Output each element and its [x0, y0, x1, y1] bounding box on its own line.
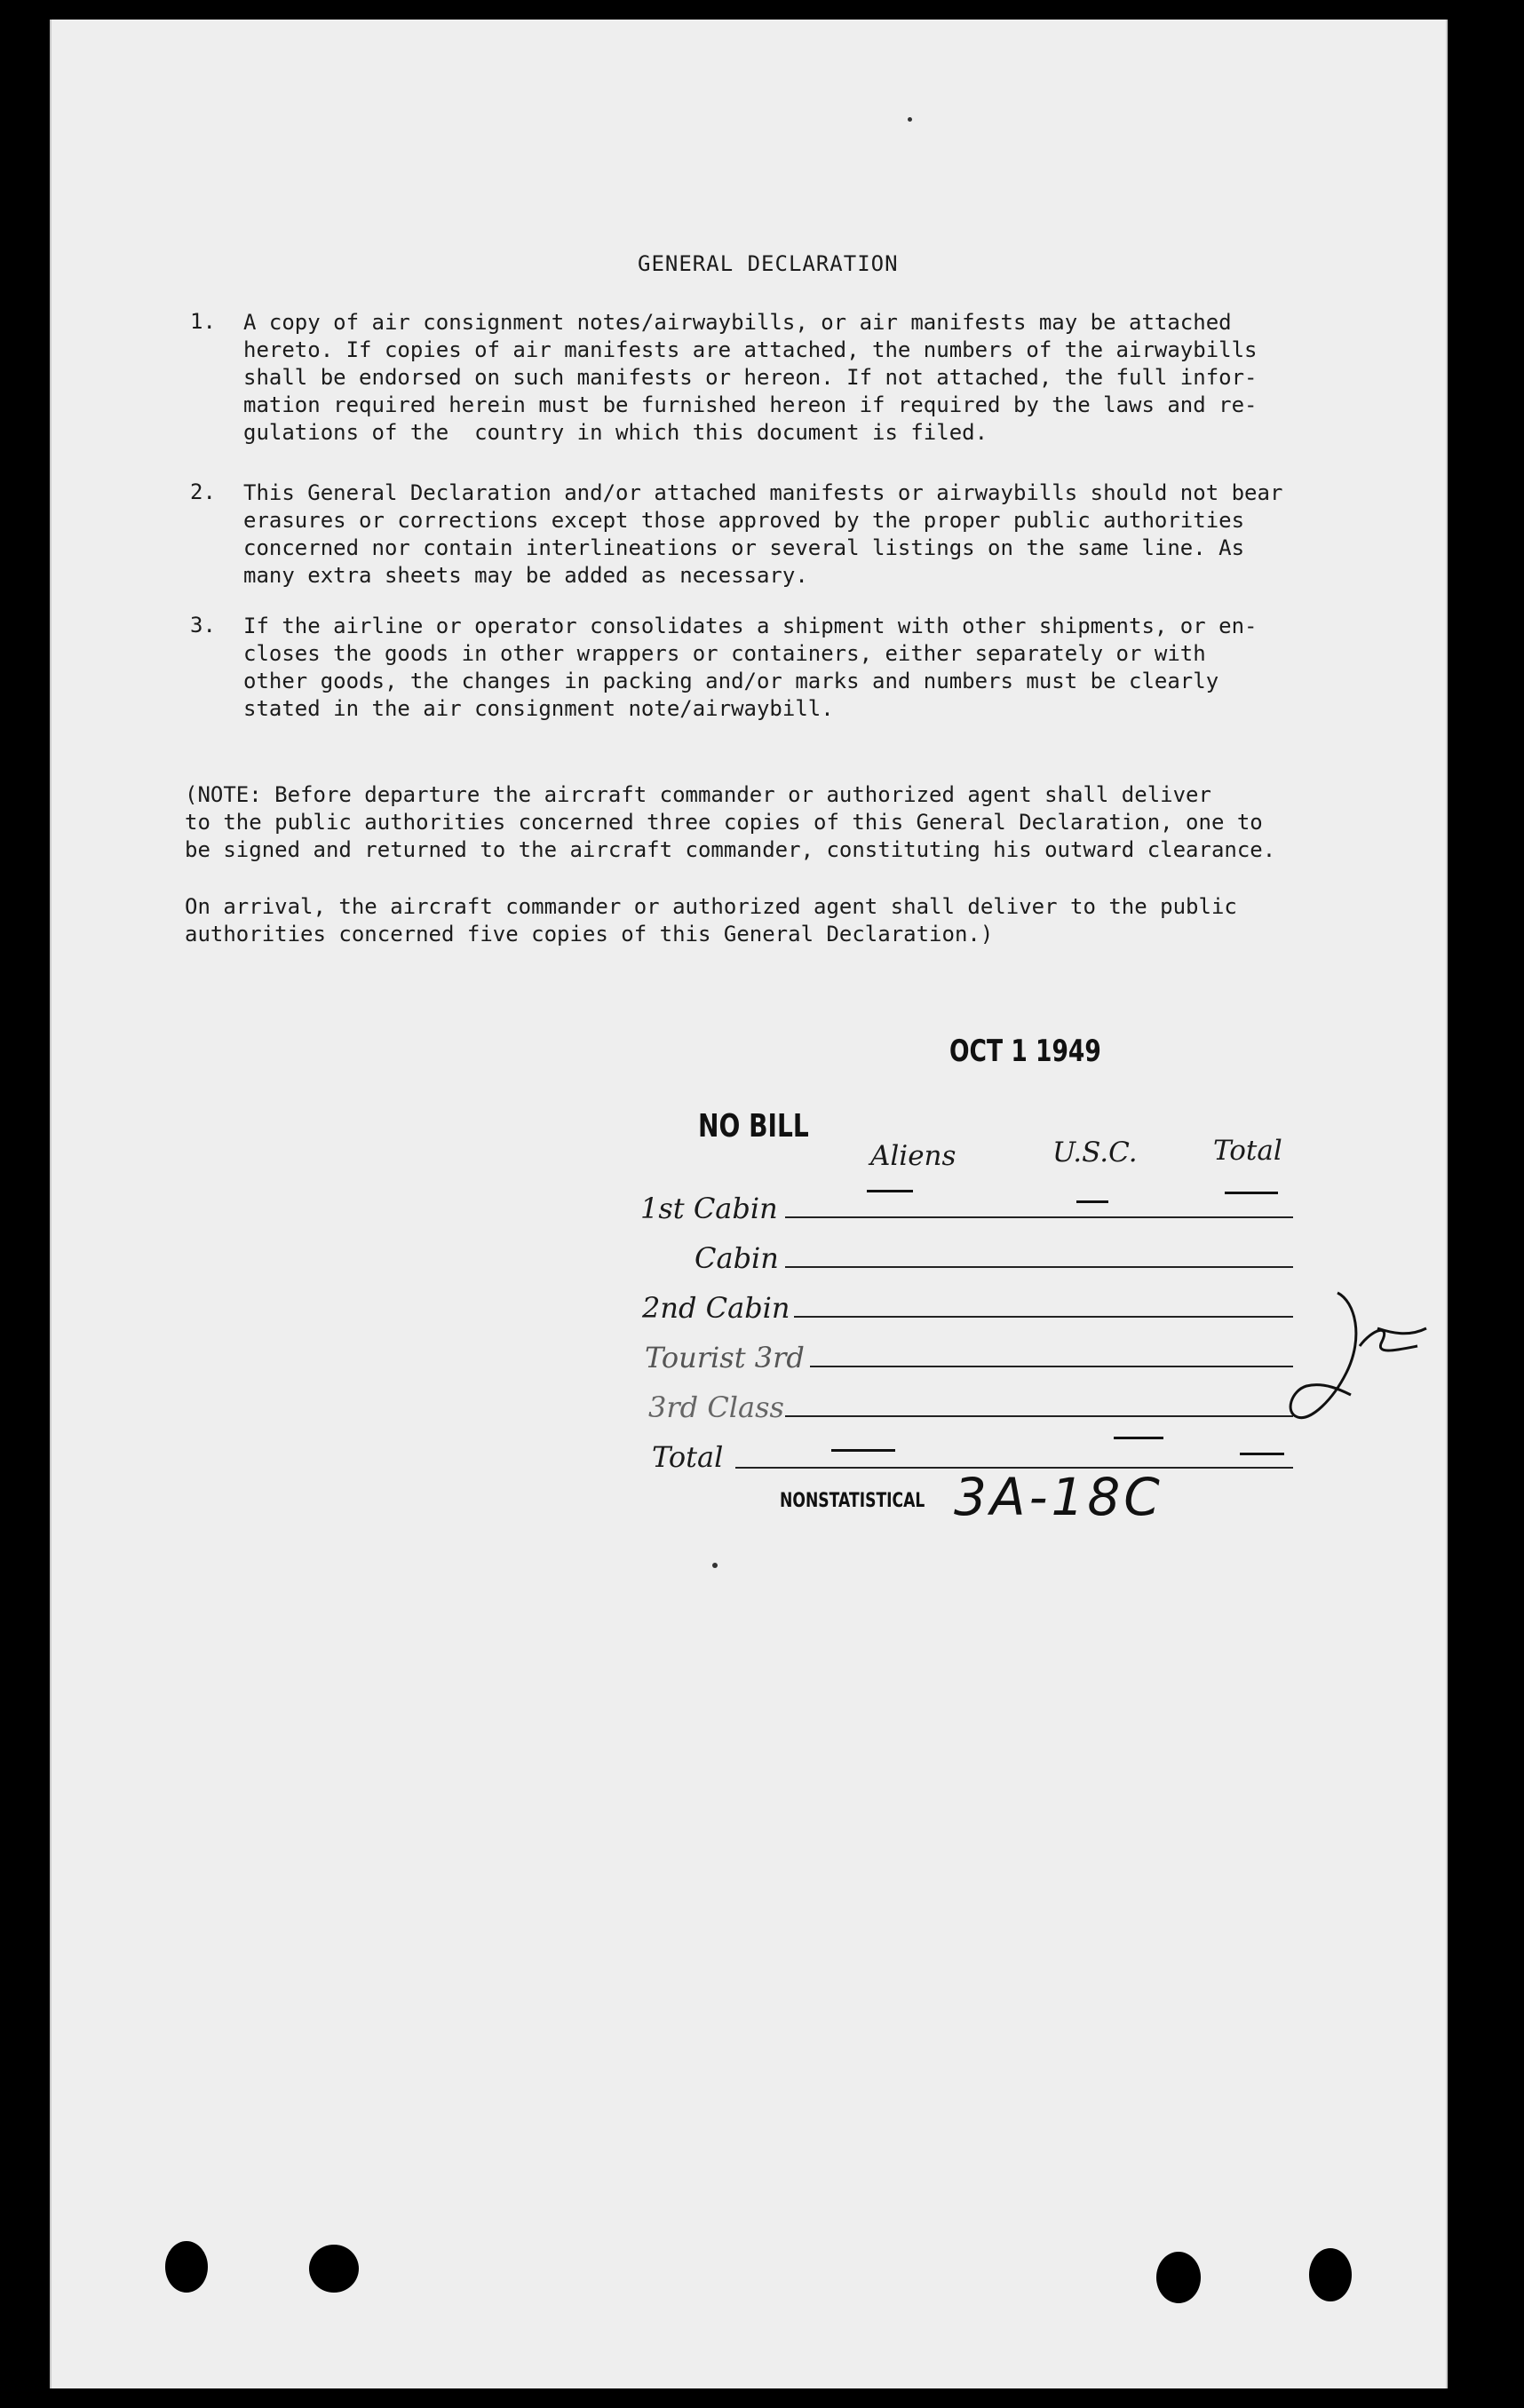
speck: [712, 1563, 718, 1568]
total-dash: [831, 1449, 895, 1452]
item-paragraph-1: [243, 309, 1402, 447]
row-label-cabin: Cabin: [695, 1241, 779, 1275]
item-1-line: shall be endorsed on such manifests or hereon. If not attached, the full infor-: [243, 365, 1258, 390]
item-1-line: mation required herein must be furnished hereon if required by the laws and re-: [243, 392, 1258, 417]
total-dash: [1114, 1437, 1163, 1439]
punch-hole: [309, 2245, 359, 2293]
arrival-line: On arrival, the aircraft commander or authorized agent shall deliver to the public: [185, 894, 1237, 919]
column-header-usc: U.S.C.: [1052, 1137, 1138, 1168]
item-1-line: A copy of air consignment notes/airwaybills, or air manifests may be attached: [243, 310, 1232, 335]
row-label-total: Total: [652, 1440, 724, 1474]
item-number-2: 2.: [190, 479, 216, 504]
arrival-line: authorities concerned five copies of this General Declaration.): [185, 922, 994, 947]
item-3-line: If the airline or operator consolidates a shipment with other shipments, or en-: [243, 614, 1258, 638]
item-2-line: erasures or corrections except those approved by the proper public authorities: [243, 508, 1245, 533]
item-2-line: concerned nor contain interlineations or several listings on the same line. As: [243, 535, 1245, 560]
note-line: to the public authorities concerned three copies of this General Declaration, one to: [185, 810, 1263, 835]
row-label-1st-cabin: 1st Cabin: [640, 1192, 778, 1225]
row-label-3rd-class: 3rd Class: [648, 1390, 784, 1424]
item-3-line: stated in the air consignment note/airwaybill.: [243, 696, 834, 721]
column-header-aliens: Aliens: [870, 1140, 956, 1172]
row-rule: [794, 1316, 1293, 1318]
handwritten-code: 3A-18C: [954, 1467, 1163, 1527]
row-rule: [785, 1266, 1293, 1268]
column-underline: [1225, 1192, 1278, 1194]
date-stamp: OCT 1 1949: [949, 1034, 1101, 1069]
item-2-line: many extra sheets may be added as necessary.: [243, 563, 808, 588]
no-bill-stamp: NO BILL: [698, 1108, 809, 1145]
document-page: [50, 20, 1448, 2388]
total-dash: [1240, 1453, 1284, 1455]
punch-hole: [1309, 2248, 1352, 2301]
note-line: be signed and returned to the aircraft commander, constituting his outward clearance.: [185, 837, 1276, 862]
row-rule: [785, 1415, 1293, 1417]
note-paragraph: [185, 781, 1406, 864]
item-1-line: gulations of the country in which this document is filed.: [243, 420, 988, 445]
arrival-paragraph: [185, 893, 1406, 948]
row-label-2nd-cabin: 2nd Cabin: [642, 1291, 790, 1325]
initials-signature-icon: [1275, 1275, 1453, 1435]
note-line: (NOTE: Before departure the aircraft commander or authorized agent shall deliver: [185, 782, 1211, 807]
nonstatistical-stamp: NONSTATISTICAL: [780, 1490, 925, 1512]
row-label-tourist-3rd: Tourist 3rd: [645, 1341, 805, 1374]
punch-hole: [1156, 2252, 1201, 2303]
punch-hole: [165, 2241, 208, 2293]
column-underline: [867, 1190, 913, 1192]
speck: [908, 117, 912, 122]
item-2-line: This General Declaration and/or attached manifests or airwaybills should not bear: [243, 480, 1283, 505]
item-paragraph-2: [243, 479, 1402, 590]
item-3-line: closes the goods in other wrappers or containers, either separately or with: [243, 641, 1206, 666]
column-underline: [1076, 1200, 1108, 1203]
item-paragraph-3: [243, 613, 1402, 723]
document-title: GENERAL DECLARATION: [638, 251, 899, 276]
row-rule: [810, 1366, 1293, 1367]
item-1-line: hereto. If copies of air manifests are attached, the numbers of the airwaybills: [243, 337, 1258, 362]
item-3-line: other goods, the changes in packing and/or marks and numbers must be clearly: [243, 669, 1219, 693]
row-rule: [785, 1216, 1293, 1218]
column-header-total: Total: [1213, 1135, 1282, 1167]
item-number-1: 1.: [190, 309, 216, 334]
item-number-3: 3.: [190, 613, 216, 638]
